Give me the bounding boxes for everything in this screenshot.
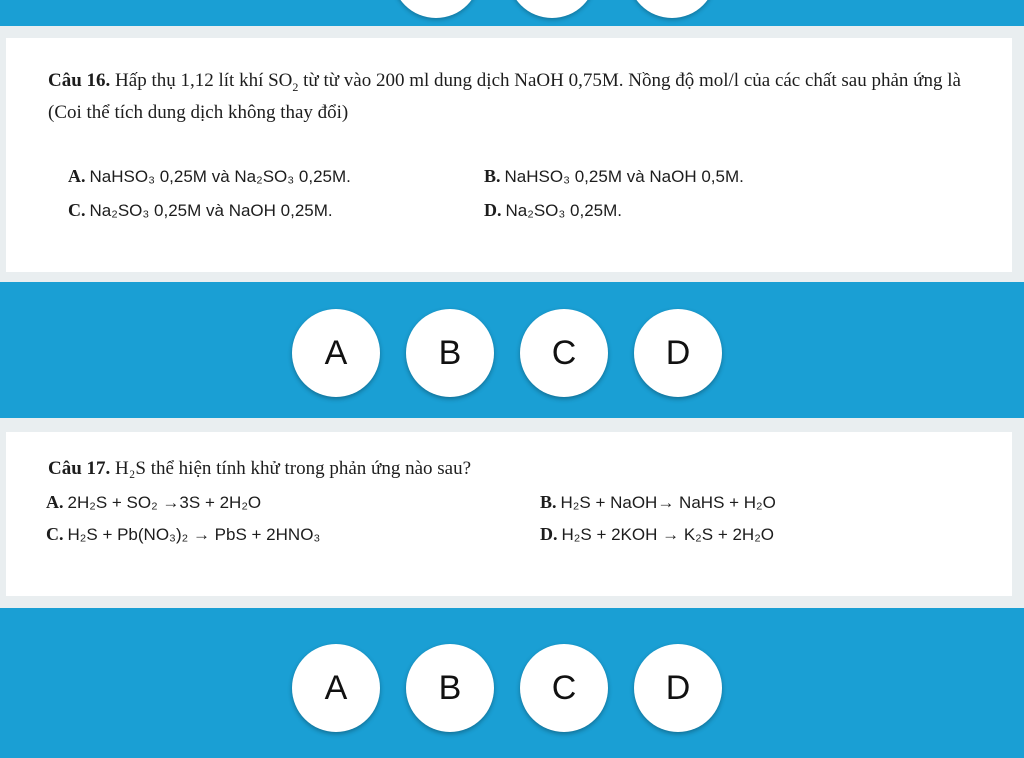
top-answer-circle[interactable] bbox=[508, 0, 596, 18]
q16-option-d bbox=[484, 198, 622, 223]
question-16-label: Câu 16. bbox=[48, 70, 111, 91]
question-17-text bbox=[48, 456, 982, 481]
option-key: C. bbox=[46, 524, 64, 544]
question-16-text bbox=[48, 68, 982, 125]
question-17-text-part: H₂S thể hiện tính khử trong phản ứng nào sau? bbox=[115, 458, 472, 479]
q16-answer-d-button[interactable]: D bbox=[634, 309, 722, 397]
option-text: H₂S + 2KOH → K₂S + 2H₂O bbox=[561, 525, 775, 544]
option-text: Na₂SO₃ 0,25M. bbox=[505, 201, 623, 220]
question-16-text-part: Hấp thụ 1,12 lít khí SO bbox=[115, 70, 293, 91]
option-text: 2H₂S + SO₂ →3S + 2H₂O bbox=[67, 493, 262, 512]
q17-answer-a-button[interactable]: A bbox=[292, 644, 380, 732]
question-16-answer-band bbox=[0, 282, 1024, 418]
q16-answer-c-button[interactable]: C bbox=[520, 309, 608, 397]
q17-option-b bbox=[540, 490, 776, 515]
q16-option-a bbox=[68, 164, 351, 189]
option-key: A. bbox=[46, 492, 64, 512]
q17-answer-c-button[interactable]: C bbox=[520, 644, 608, 732]
top-answer-band bbox=[0, 0, 1024, 26]
option-text: NaHSO₃ 0,25M và NaOH 0,5M. bbox=[504, 167, 744, 186]
question-17-card bbox=[6, 432, 1012, 596]
option-key: B. bbox=[540, 492, 557, 512]
option-key: A. bbox=[68, 166, 86, 186]
option-key: B. bbox=[484, 166, 501, 186]
q16-option-b bbox=[484, 164, 744, 189]
question-17-answer-band bbox=[0, 608, 1024, 758]
q17-option-a bbox=[46, 490, 261, 515]
q17-option-c bbox=[46, 522, 320, 547]
question-17-label: Câu 17. bbox=[48, 458, 111, 479]
q16-option-c bbox=[68, 198, 333, 223]
q16-answer-b-button[interactable]: B bbox=[406, 309, 494, 397]
question-16-text-part: từ từ vào 200 ml dung dịch NaOH 0,75M. Nồng độ mol/l của các chất sau phản ứng là (Coi thể tích dung dịch không thay đổi) bbox=[48, 70, 961, 123]
top-answer-circle[interactable] bbox=[392, 0, 480, 18]
q16-answer-a-button[interactable]: A bbox=[292, 309, 380, 397]
option-text: NaHSO₃ 0,25M và Na₂SO₃ 0,25M. bbox=[89, 167, 351, 186]
option-text: Na₂SO₃ 0,25M và NaOH 0,25M. bbox=[89, 201, 333, 220]
question-16-subscript: 2 bbox=[292, 79, 299, 94]
top-answer-circle[interactable] bbox=[628, 0, 716, 18]
question-16-card bbox=[6, 38, 1012, 272]
q17-answer-d-button[interactable]: D bbox=[634, 644, 722, 732]
option-text: H₂S + NaOH→ NaHS + H₂O bbox=[560, 493, 776, 512]
option-text: H₂S + Pb(NO₃)₂ → PbS + 2HNO₃ bbox=[67, 525, 321, 544]
option-key: D. bbox=[484, 200, 502, 220]
option-key: C. bbox=[68, 200, 86, 220]
q17-option-d bbox=[540, 522, 774, 547]
option-key: D. bbox=[540, 524, 558, 544]
q17-answer-b-button[interactable]: B bbox=[406, 644, 494, 732]
